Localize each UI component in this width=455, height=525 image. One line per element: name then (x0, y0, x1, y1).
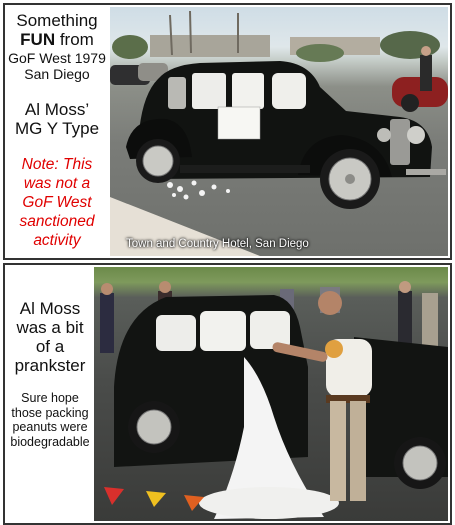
heading-from: from (55, 30, 94, 49)
note-line-4: sanctioned (19, 213, 95, 230)
bottom-text-column (5, 265, 95, 449)
note-line-2: was not a (23, 175, 91, 192)
prankster-line-3: of a (35, 337, 65, 356)
top-text-column (5, 5, 109, 250)
peanuts-line-1: Sure hope (21, 391, 79, 405)
car-model: MG Y Type (14, 119, 100, 138)
heading-line-2 (5, 30, 109, 49)
peanuts-line-3: peanuts were (12, 420, 88, 434)
peanuts-line-2: those packing (11, 405, 89, 420)
prankster-line-2: was a bit (16, 318, 84, 337)
heading-line-3: GoF West 1979 (8, 50, 106, 66)
photo-caption: Town and Country Hotel, San Diego (126, 238, 309, 250)
prankster-line-1: Al Moss (19, 299, 81, 318)
prank-illustration (94, 267, 448, 521)
note-line-3: GoF West (22, 194, 92, 211)
bottom-photo-prank (94, 267, 448, 521)
top-panel (3, 3, 452, 260)
peanuts-line-4: biodegradable (10, 434, 90, 449)
heading-fun: FUN (20, 30, 56, 49)
top-photo-mg-y-type (110, 7, 448, 256)
heading-line-1: Something (16, 11, 98, 30)
heading-line-4: San Diego (24, 66, 90, 82)
note-line-1: Note: This (21, 156, 93, 173)
owner-name: Al Moss’ (24, 100, 90, 119)
car-illustration-top (110, 7, 448, 256)
note-line-5: activity (33, 232, 81, 249)
bottom-panel (3, 263, 452, 525)
prankster-line-4: prankster (14, 356, 86, 375)
